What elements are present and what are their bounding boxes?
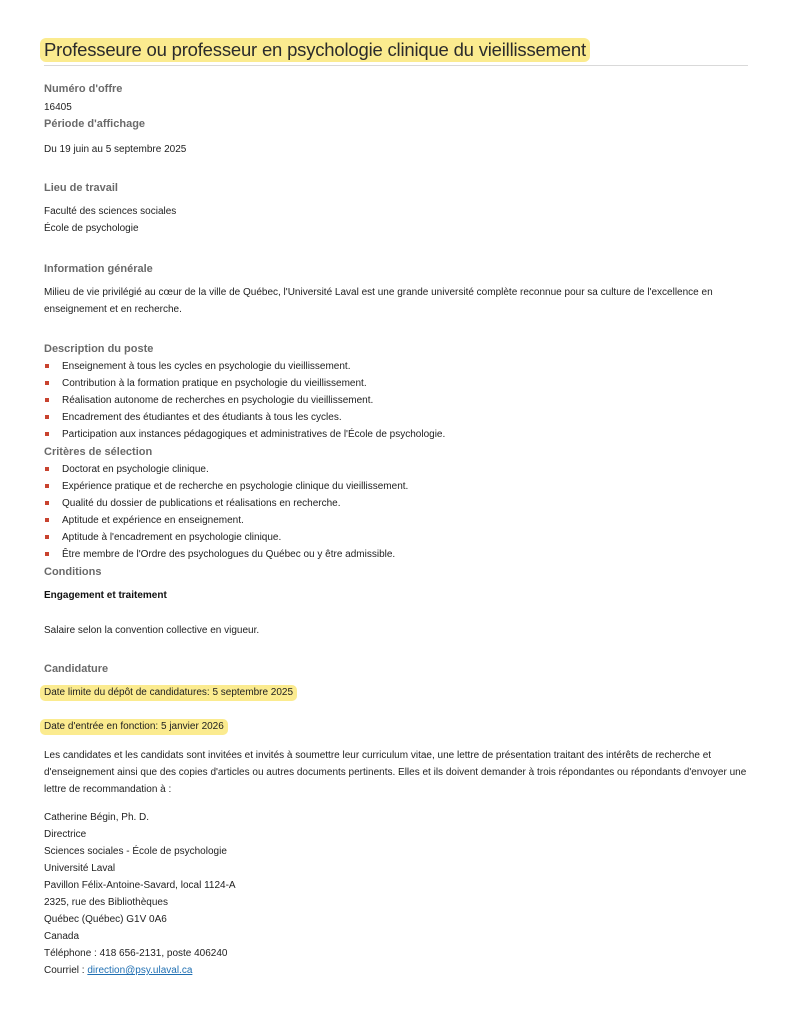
contact-country: Canada	[44, 931, 80, 942]
offer-number-label: Numéro d'offre	[44, 83, 123, 95]
start-date-text: Date d'entrée en fonction: 5 janvier 2026	[40, 719, 228, 735]
list-item: Réalisation autonome de recherches en psychologie du vieillissement.	[44, 392, 445, 409]
contact-role: Directrice	[44, 829, 87, 840]
list-item: Qualité du dossier de publications et réalisations en recherche.	[44, 495, 408, 512]
posting-period-value: Du 19 juin au 5 septembre 2025	[44, 144, 187, 155]
bullet-icon	[45, 415, 49, 419]
contact-department: Sciences sociales - École de psychologie	[44, 846, 227, 857]
list-item: Encadrement des étudiantes et des étudiants à tous les cycles.	[44, 409, 445, 426]
bullet-icon	[45, 501, 49, 505]
list-item: Être membre de l'Ordre des psychologues du Québec ou y être admissible.	[44, 546, 408, 563]
bullet-icon	[45, 484, 49, 488]
deadline-highlight	[44, 685, 297, 701]
list-item: Aptitude à l'encadrement en psychologie clinique.	[44, 529, 408, 546]
application-instructions: Les candidates et les candidats sont invitées et invités à soumettre leur curriculum vitae, une lettre de présentation traitant des intérêts de recherche et d'enseignement ainsi que des copies d'articles ou autres documents pertinents. Elles et ils doivent demander à trois répondantes ou répondants d'envoyer une lettre de recommandation à :	[44, 750, 747, 795]
offer-number-value: 16405	[44, 102, 72, 113]
contact-name: Catherine Bégin, Ph. D.	[44, 812, 150, 823]
application-label: Candidature	[44, 663, 109, 675]
bullet-icon	[45, 467, 49, 471]
workplace-faculty: Faculté des sciences sociales	[44, 206, 177, 217]
page-title: Professeure ou professeur en psychologie clinique du vieillissement	[40, 38, 590, 62]
title-bar	[44, 38, 748, 66]
bullet-icon	[45, 535, 49, 539]
list-item: Participation aux instances pédagogiques et administratives de l'École de psychologie.	[44, 426, 445, 443]
salary-text: Salaire selon la convention collective en vigueur.	[44, 625, 260, 636]
deadline-text: Date limite du dépôt de candidatures: 5 septembre 2025	[40, 685, 297, 701]
criteria-label: Critères de sélection	[44, 446, 153, 458]
bullet-icon	[45, 398, 49, 402]
description-label: Description du poste	[44, 343, 154, 355]
bullet-icon	[45, 432, 49, 436]
workplace-label: Lieu de travail	[44, 182, 118, 194]
conditions-subheading: Engagement et traitement	[44, 590, 167, 601]
contact-university: Université Laval	[44, 863, 116, 874]
bullet-icon	[45, 552, 49, 556]
contact-city: Québec (Québec) G1V 0A6	[44, 914, 167, 925]
bullet-icon	[45, 381, 49, 385]
list-item: Aptitude et expérience en enseignement.	[44, 512, 408, 529]
start-date-highlight	[44, 719, 228, 735]
general-info-label: Information générale	[44, 263, 153, 275]
contact-street: 2325, rue des Bibliothèques	[44, 897, 168, 908]
bullet-icon	[45, 518, 49, 522]
contact-email-row	[44, 962, 236, 979]
email-link[interactable]: direction@psy.ulaval.ca	[87, 965, 193, 976]
list-item: Enseignement à tous les cycles en psychologie du vieillissement.	[44, 358, 445, 375]
list-item: Contribution à la formation pratique en psychologie du vieillissement.	[44, 375, 445, 392]
workplace-school: École de psychologie	[44, 223, 139, 234]
posting-period-label: Période d'affichage	[44, 118, 146, 130]
contact-building: Pavillon Félix-Antoine-Savard, local 1124-A	[44, 880, 236, 891]
list-item: Expérience pratique et de recherche en psychologie clinique du vieillissement.	[44, 478, 408, 495]
contact-address	[44, 809, 236, 979]
description-list	[44, 358, 445, 443]
contact-phone: Téléphone : 418 656-2131, poste 406240	[44, 948, 228, 959]
bullet-icon	[45, 364, 49, 368]
list-item: Doctorat en psychologie clinique.	[44, 461, 408, 478]
general-info-text: Milieu de vie privilégié au cœur de la ville de Québec, l'Université Laval est une grande université complète reconnue pour sa culture de l'excellence en enseignement et en recherche.	[44, 287, 713, 315]
criteria-list	[44, 461, 408, 563]
email-label: Courriel :	[44, 965, 88, 976]
conditions-label: Conditions	[44, 566, 102, 578]
